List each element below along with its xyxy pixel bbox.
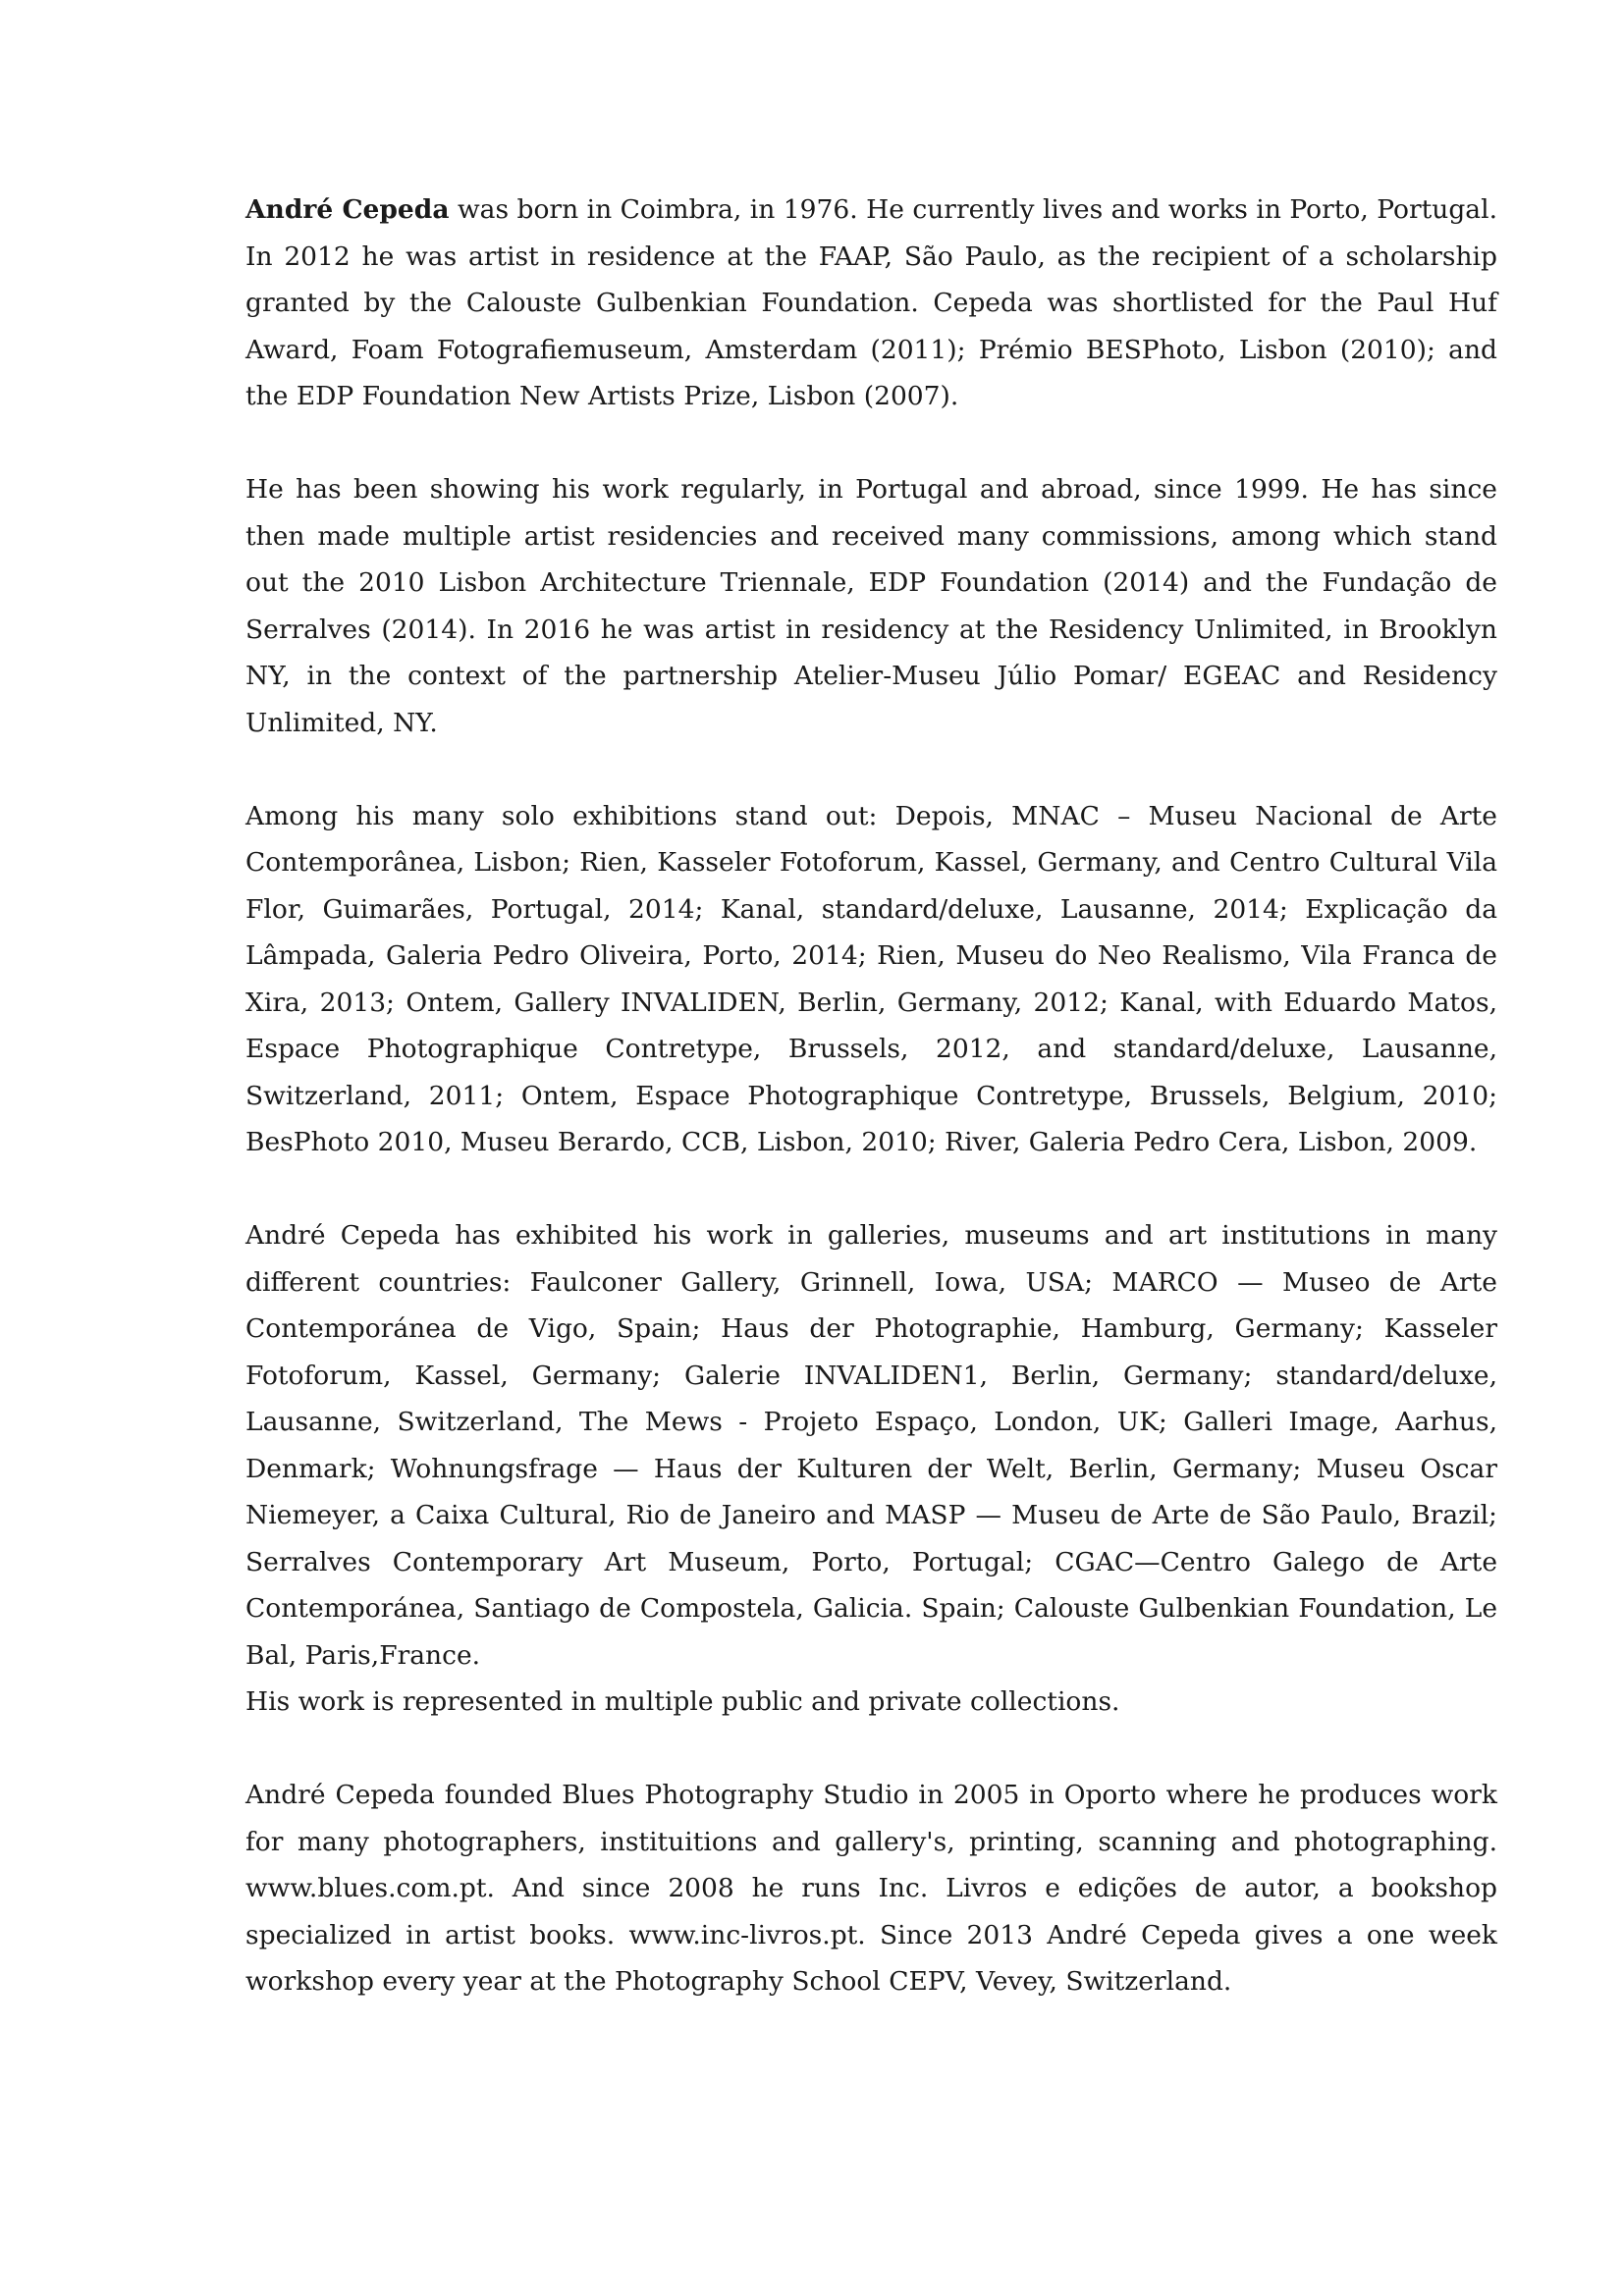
paragraph-collections: His work is represented in multiple public and private collections.: [245, 1686, 1120, 1717]
artist-name: André Cepeda: [245, 194, 450, 225]
paragraph-group-exhibitions: André Cepeda has exhibited his work in galleries, museums and art institutions in many different countries: Faulconer Gallery, Grinnell, Iowa, USA; MARCO — Museo de Arte Contemporánea de Vigo, Spain; Haus der Photographie, Hamburg, Germany; Kasseler Fotoforum, Kassel, Germany; Galerie INVALIDEN1, Berlin, Germany; standard/deluxe, Lausanne, Switzerland, The Mews - Projeto Espaço, London, UK; Galleri Image, Aarhus, Denmark; Wohnungsfrage — Haus der Kulturen der Welt, Berlin, Germany; Museu Oscar Niemeyer, a Caixa Cultural, Rio de Janeiro and MASP — Museu de Arte de São Paulo, Brazil; Serralves Contemporary Art Museum, Porto, Portugal; CGAC—Centro Galego de Arte Contemporánea, Santiago de Compostela, Galicia. Spain; Calouste Gulbenkian Foundation, Le Bal, Paris,France.: [245, 1220, 1497, 1671]
paragraph-career: He has been showing his work regularly, in Portugal and abroad, since 1999. He has since then made multiple artist residencies and received many commissions, among which stand out the 2010 Lisbon Architecture Triennale, EDP Foundation (2014) and the Fundação de Serralves (2014). In 2016 he was artist in residency at the Residency Unlimited, in Brooklyn NY, in the context of the partnership Atelier-Museu Júlio Pomar/ EGEAC and Residency Unlimited, NY.: [245, 474, 1497, 738]
paragraph-studio: André Cepeda founded Blues Photography Studio in 2005 in Oporto where he produces work for many photographers, instituitions and gallery's, printing, scanning and photographing. www.blues.com.pt. And since 2008 he runs Inc. Livros e edições de autor, a bookshop specialized in artist books. www.inc-livros.pt. Since 2013 André Cepeda gives a one week workshop every year at the Photography School CEPV, Vevey, Switzerland.: [245, 1780, 1497, 1997]
biography-text: [245, 187, 1497, 2052]
paragraph-intro: [245, 187, 1497, 420]
paragraph-solo-exhibitions: Among his many solo exhibitions stand out: Depois, MNAC – Museu Nacional de Arte Contemporânea, Lisbon; Rien, Kasseler Fotoforum, Kassel, Germany, and Centro Cultural Vila Flor, Guimarães, Portugal, 2014; Kanal, standard/deluxe, Lausanne, 2014; Explicação da Lâmpada, Galeria Pedro Oliveira, Porto, 2014; Rien, Museu do Neo Realismo, Vila Franca de Xira, 2013; Ontem, Gallery INVALIDEN, Berlin, Germany, 2012; Kanal, with Eduardo Matos, Espace Photographique Contretype, Brussels, 2012, and standard/deluxe, Lausanne, Switzerland, 2011; Ontem, Espace Photographique Contretype, Brussels, Belgium, 2010; BesPhoto 2010, Museu Berardo, CCB, Lisbon, 2010; River, Galeria Pedro Cera, Lisbon, 2009.: [245, 800, 1497, 1157]
paragraph-intro-text: was born in Coimbra, in 1976. He currently lives and works in Porto, Portugal. In 2012 he was artist in residence at the FAAP, São Paulo, as the recipient of a scholarship granted by the Calouste Gulbenkian Foundation. Cepeda was shortlisted for the Paul Huf Award, Foam Fotografiemuseum, Amsterdam (2011); Prémio BESPhoto, Lisbon (2010); and the EDP Foundation New Artists Prize, Lisbon (2007).: [245, 194, 1497, 411]
